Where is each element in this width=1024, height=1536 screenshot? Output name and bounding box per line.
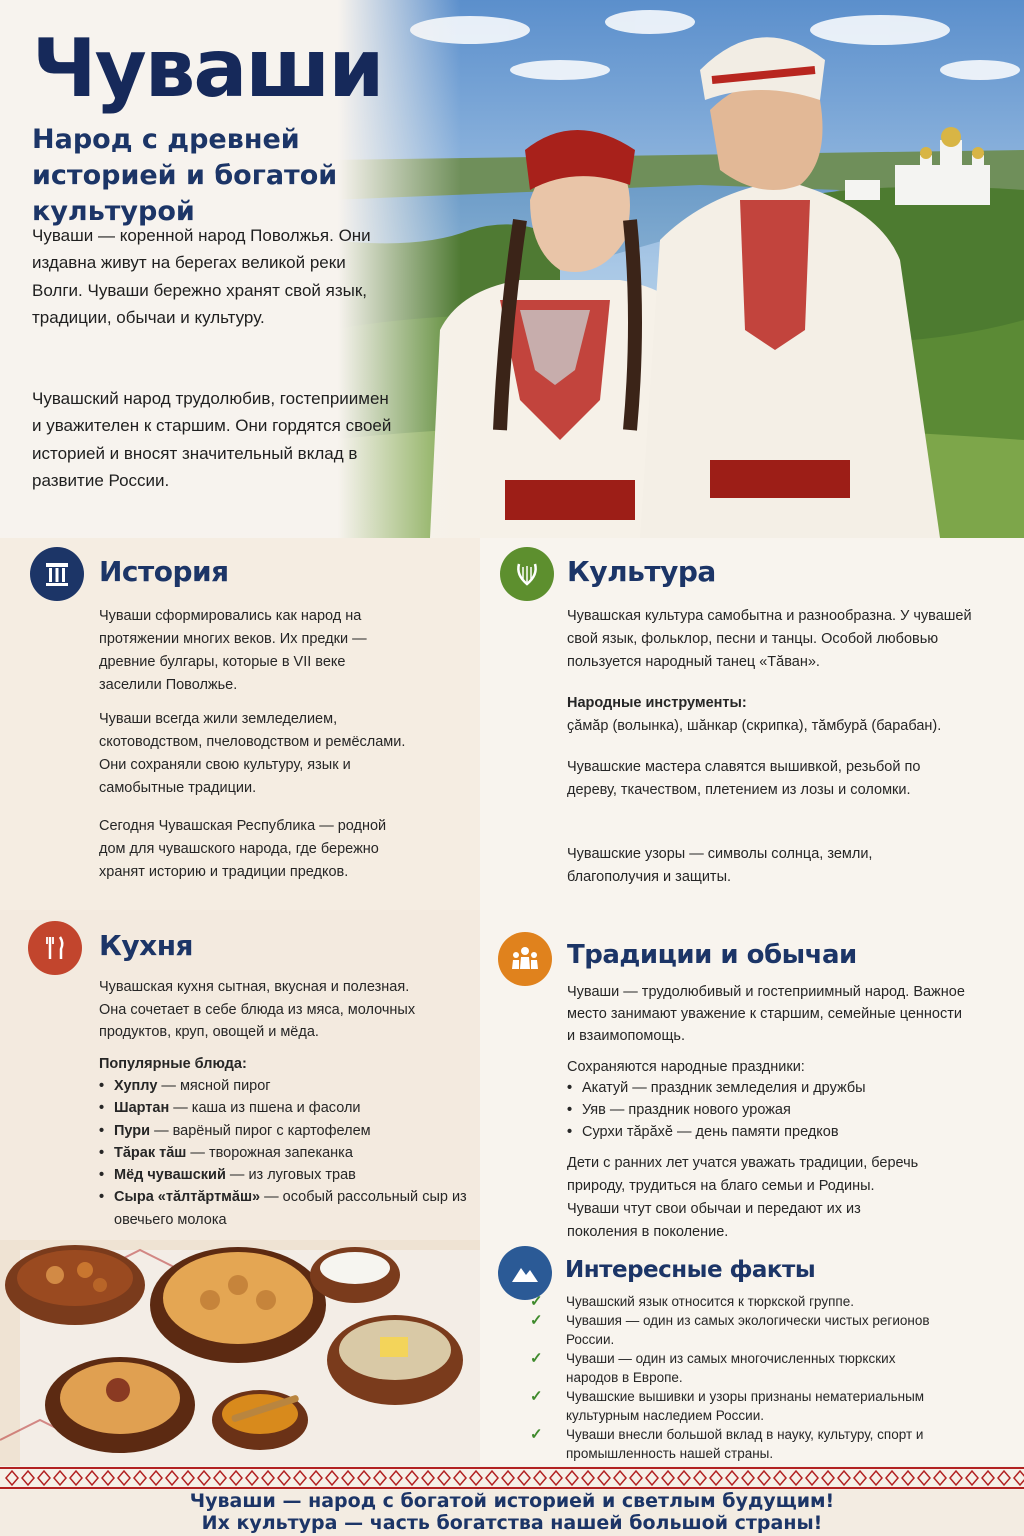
list-item: • Пури — варёный пирог с картофелем <box>99 1120 469 1142</box>
lyre-icon <box>500 547 554 601</box>
holidays-list <box>567 1077 987 1143</box>
traditions-title: Традиции и обычаи <box>567 940 857 970</box>
footer-line-2: Их культура — часть богатства нашей большой страны! <box>201 1512 823 1534</box>
intro-paragraph-1: Чуваши — коренной народ Поволжья. Они издавна живут на берегах великой реки Волги. Чуваши бережно хранят свой язык, традиции, обычаи и культуру. <box>32 226 371 327</box>
history-title: История <box>99 555 229 588</box>
cuisine-paragraph-1: Чувашская кухня сытная, вкусная и полезная. Она сочетает в себе блюда из мяса, молочных продуктов, круп, овощей и мёда. <box>99 979 416 1040</box>
footer-slogan <box>0 1490 1024 1534</box>
check-icon: ✓ <box>530 1426 543 1443</box>
list-item: • Акатуй — праздник земледелия и дружбы <box>567 1077 987 1099</box>
check-icon: ✓ <box>530 1293 543 1310</box>
list-item: • Мёд чувашский — из луговых трав <box>99 1164 469 1186</box>
list-item: • Уяв — праздник нового урожая <box>567 1099 987 1121</box>
page-title: Чуваши <box>32 22 383 115</box>
check-icon: ✓ <box>530 1350 543 1367</box>
history-paragraph-1: Чуваши сформировались как народ на протяжении многих веков. Их предки — древние булгары, которые в VII веке заселили Поволжье. <box>99 608 367 693</box>
list-item: ✓ Чуваши — один из самых многочисленных тюркских народов в Европе. <box>530 1350 896 1385</box>
page-subtitle: Народ с древней историей и богатой культурой <box>32 124 338 227</box>
ornament-line <box>0 1467 1024 1469</box>
list-item: ✓ Чувашский язык относится к тюркской группе. <box>530 1293 854 1310</box>
column-icon <box>30 547 84 601</box>
culture-paragraph-3: Чувашские мастера славятся вышивкой, резьбой по дереву, ткачеством, плетением из лозы и соломки. <box>567 759 921 798</box>
list-item: • Шартан — каша из пшена и фасоли <box>99 1097 469 1119</box>
history-paragraph-2: Чуваши всегда жили земледелием, скотоводством, пчеловодством и ремёслами. Они сохраняли свою культуру, язык и самобытные традиции. <box>99 711 406 796</box>
food-illustration <box>0 1240 480 1466</box>
ornament-line <box>0 1487 1024 1489</box>
dishes-list <box>99 1075 469 1231</box>
facts-list <box>530 1292 930 1463</box>
instruments-label: Народные инструменты: <box>567 695 747 711</box>
culture-paragraph-4: Чувашские узоры — символы солнца, земли, благополучия и защиты. <box>567 846 873 885</box>
footer-line-1: Чуваши — народ с богатой историей и светлым будущим! <box>189 1490 835 1512</box>
hero-banner <box>0 0 1024 538</box>
traditions-paragraph-1: Чуваши — трудолюбивый и гостеприимный народ. Важное место занимают уважение к старшим, семейные ценности и взаимопомощь. <box>567 984 965 1044</box>
ornament-border <box>0 1466 1024 1490</box>
instruments-list: ҫăмăр (волынка), шăнкар (скрипка), тăмбурă (барабан). <box>567 718 942 734</box>
list-item: ✓ Чуваши внесли большой вклад в науку, культуру, спорт и промышленность нашей страны. <box>530 1426 924 1461</box>
fork-knife-icon <box>28 921 82 975</box>
list-item: • Хуплу — мясной пирог <box>99 1075 469 1097</box>
list-item: • Сурхи тăрăхĕ — день памяти предков <box>567 1121 987 1143</box>
history-paragraph-3: Сегодня Чувашская Республика — родной дом для чувашского народа, где бережно хранят историю и традиции предков. <box>99 818 387 880</box>
culture-title: Культура <box>567 555 716 588</box>
traditions-paragraph-4: Чуваши чтут свои обычаи и передают их из поколения в поколение. <box>567 1201 861 1240</box>
facts-title: Интересные факты <box>565 1257 816 1283</box>
cuisine-title: Кухня <box>99 929 194 962</box>
people-icon <box>498 932 552 986</box>
holidays-label: Сохраняются народные праздники: <box>567 1059 805 1075</box>
culture-paragraph-1: Чувашская культура самобытна и разнообразна. У чувашей свой язык, фольклор, песни и танцы. Особой любовью пользуется народный танец «Тăван». <box>567 608 972 670</box>
dishes-label: Популярные блюда: <box>99 1056 247 1072</box>
list-item: • Тăрак тăш — творожная запеканка <box>99 1142 469 1164</box>
intro-paragraph-2: Чувашский народ трудолюбив, гостеприимен и уважителен к старшим. Они гордятся своей историей и вносят значительный вклад в развитие России. <box>32 389 392 490</box>
list-item: ✓ Чувашские вышивки и узоры признаны нематериальным культурным наследием России. <box>530 1388 925 1423</box>
list-item: • Сыра «тăлтăртмăш» — особый рассольный сыр из овечьего молока <box>99 1186 469 1231</box>
traditions-paragraph-3: Дети с ранних лет учатся уважать традиции, беречь природу, трудиться на благо семьи и Родины. <box>567 1155 919 1194</box>
check-icon: ✓ <box>530 1388 543 1405</box>
list-item: ✓ Чувашия — один из самых экологически чистых регионов России. <box>530 1312 930 1347</box>
check-icon: ✓ <box>530 1312 543 1329</box>
